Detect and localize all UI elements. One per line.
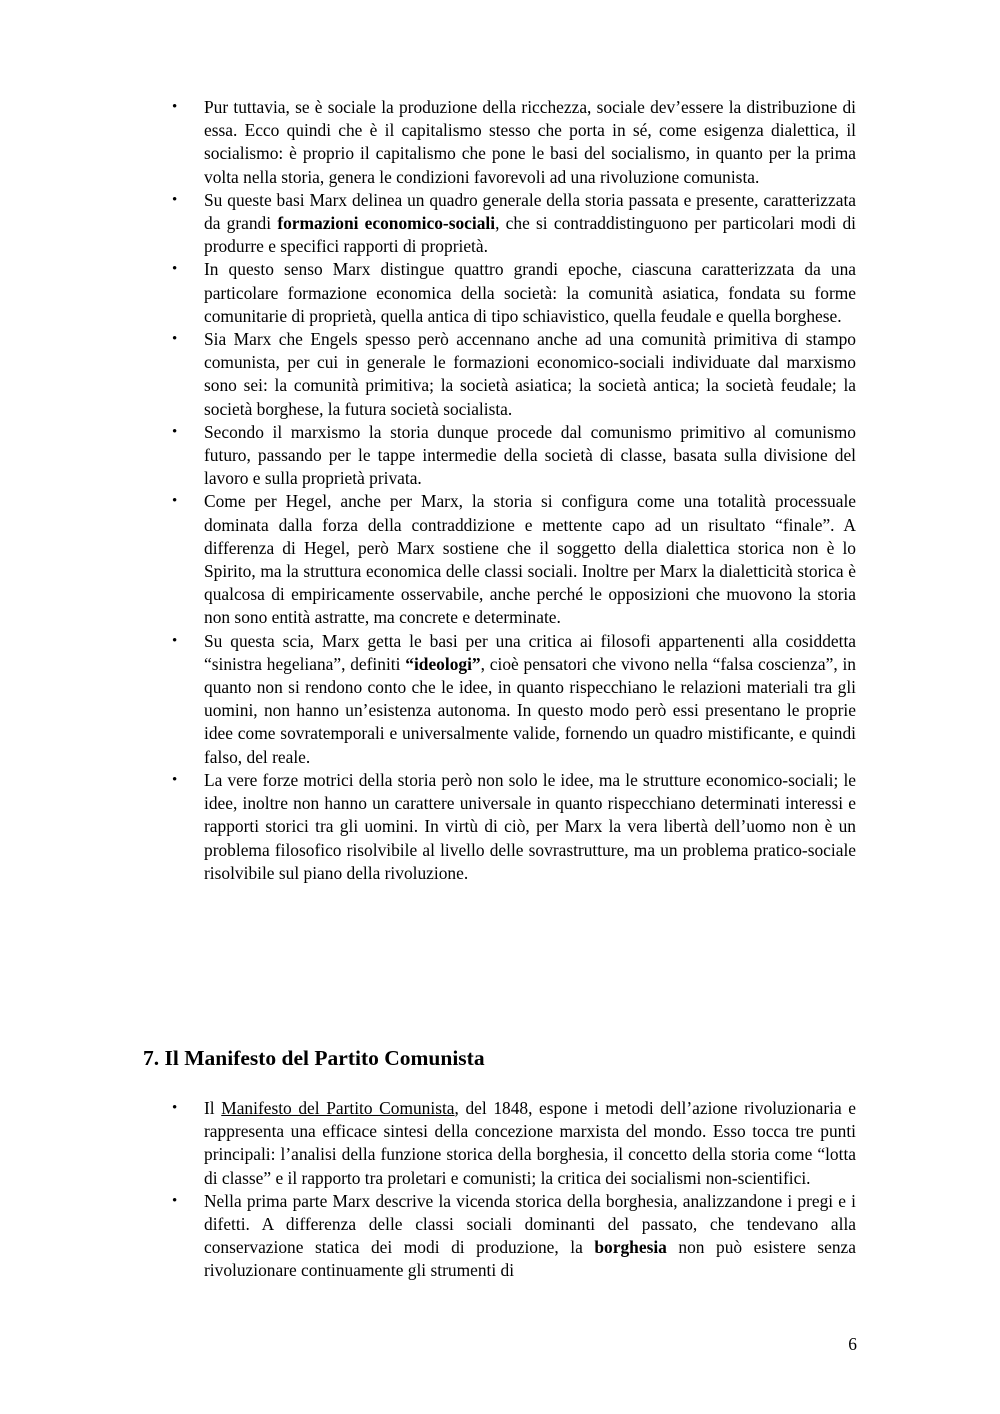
list-item-text: [204, 631, 856, 767]
list-item: [172, 189, 856, 259]
list-item: [172, 258, 856, 328]
text-run: , che si contraddistinguono per particolari modi di produrre e specifici rapporti di proprietà.: [204, 213, 856, 257]
bold-term: borghesia: [594, 1237, 667, 1258]
bullet-list-marxism: [172, 96, 856, 885]
bold-term: “ideologi”: [405, 653, 481, 674]
bullet-icon: •: [172, 632, 178, 649]
bullet-icon: •: [172, 1100, 178, 1116]
list-item: [172, 630, 856, 769]
text-run: Come per Hegel, anche per Marx, la storia si configura come una totalità processuale dominata dalla forza della contraddizione e mettente capo ad un risultato “finale”. A differenza di Hegel, però Marx sostiene che il soggetto della dialettica storica non è lo Spirito, ma la struttura economica delle classi sociali. Inoltre per Marx la dialetticità storica è qualcosa di empiricamente osservabile, anche perché le opposizioni che muovono la storia non sono entità astratte, ma concrete e determinate.: [204, 491, 856, 628]
bullet-icon: •: [172, 493, 178, 510]
list-item: [172, 328, 856, 421]
text-run: Nella prima parte Marx descrive la vicenda storica della borghesia, analizzandone i pregi e i difetti. A differenza delle classi sociali dominanti del passato, che tendevano alla conservazione statica dei modi di produzione, la: [204, 1190, 856, 1258]
bullet-icon: •: [172, 191, 178, 208]
list-item-text: [204, 259, 856, 325]
list-item: [172, 490, 856, 629]
bullet-icon: •: [172, 261, 178, 278]
text-run: , cioè pensatori che vivono nella “falsa coscienza”, in quanto non si rendono conto che le idee, in quanto rispecchiano le relazioni materiali tra gli uomini, non hanno un’esistenza autonoma. In questo modo però essi presentano le proprie idee come sovratemporali e universalmente valide, fornendo un quadro mistificante, e quindi falso, del reale.: [204, 653, 856, 767]
list-item-text: [204, 422, 856, 488]
text-run: Pur tuttavia, se è sociale la produzione della ricchezza, sociale dev’essere la distribuzione di essa. Ecco quindi che è il capitalismo stesso che porta in sé, come esigenza dialettica, il socialismo: è proprio il capitalismo che pone le basi del socialismo, in quanto per la prima volta nella storia, genera le condizioni favorevoli ad una rivoluzione comunista.: [204, 97, 856, 187]
bullet-list-manifesto: [172, 1097, 856, 1283]
text-run: , del 1848, espone i metodi dell’azione rivoluzionaria e rappresenta una efficace sintesi della concezione marxista del mondo. Esso tocca tre punti principali: l’analisi della funzione storica della borghesia, il concetto della storia come “lotta di classe” e il rapporto tra proletari e comunisti; la critica dei socialismi non-scientifici.: [204, 1098, 856, 1188]
bullet-icon: •: [172, 1192, 178, 1209]
list-item-text: [204, 329, 856, 419]
bullet-icon: •: [172, 771, 178, 788]
underlined-title: Manifesto del Partito Comunista: [221, 1098, 455, 1118]
bullet-icon: •: [172, 331, 178, 348]
list-item-text: [204, 491, 856, 627]
bullet-icon: •: [172, 99, 178, 115]
list-item: [172, 96, 856, 189]
text-run: Su queste basi Marx delinea un quadro generale della storia passata e presente, caratterizzata da grandi: [204, 189, 856, 234]
text-run: Secondo il marxismo la storia dunque procede dal comunismo primitivo al comunismo futuro, passando per le tappe intermedie della società di classe, basata sulla divisione del lavoro e sulla proprietà privata.: [204, 421, 856, 489]
text-run: Il: [204, 1098, 222, 1118]
text-run: In questo senso Marx distingue quattro grandi epoche, ciascuna caratterizzata da una particolare formazione economica della società: la comunità asiatica, fondata su forme comunitarie di proprietà, quella antica di tipo schiavistico, quella feudale e quella borghese.: [204, 259, 856, 326]
bullet-icon: •: [172, 423, 178, 440]
section-heading: 7. Il Manifesto del Partito Comunista: [143, 1046, 485, 1070]
list-item-text: [204, 1098, 856, 1188]
text-run: Su questa scia, Marx getta le basi per una critica ai filosofi appartenenti alla cosiddetta “sinistra hegeliana”, definiti: [204, 630, 856, 674]
list-item-text: [204, 1191, 856, 1281]
bold-term: formazioni economico-sociali: [277, 213, 496, 234]
list-item-text: [204, 190, 856, 256]
list-item: [172, 1190, 856, 1283]
list-item: [172, 769, 856, 885]
text-run: Sia Marx che Engels spesso però accennano anche ad una comunità primitiva di stampo comunista, per cui in generale le formazioni economico-sociali individuate dal marxismo sono sei: la comunità primitiva; la società asiatica; la società antica; la società feudale; la società borghese, la futura società socialista.: [204, 329, 856, 419]
list-item: [172, 1097, 856, 1190]
text-run: non può esistere senza rivoluzionare continuamente gli strumenti di: [204, 1237, 856, 1281]
list-item-text: [204, 770, 856, 883]
list-item-text: [204, 97, 856, 187]
page-number: 6: [848, 1334, 857, 1354]
text-run: La vere forze motrici della storia però non solo le idee, ma le strutture economico-sociali; le idee, inoltre non hanno un carattere universale in quanto rispecchiano determinati interessi e rapporti storici tra gli uomini. In virtù di ciò, per Marx la vera libertà dell’uomo non è un problema filosofico risolvibile al livello delle sovrastrutture, ma un problema pratico-sociale risolvibile sul piano della rivoluzione.: [204, 769, 856, 883]
list-item: [172, 421, 856, 491]
